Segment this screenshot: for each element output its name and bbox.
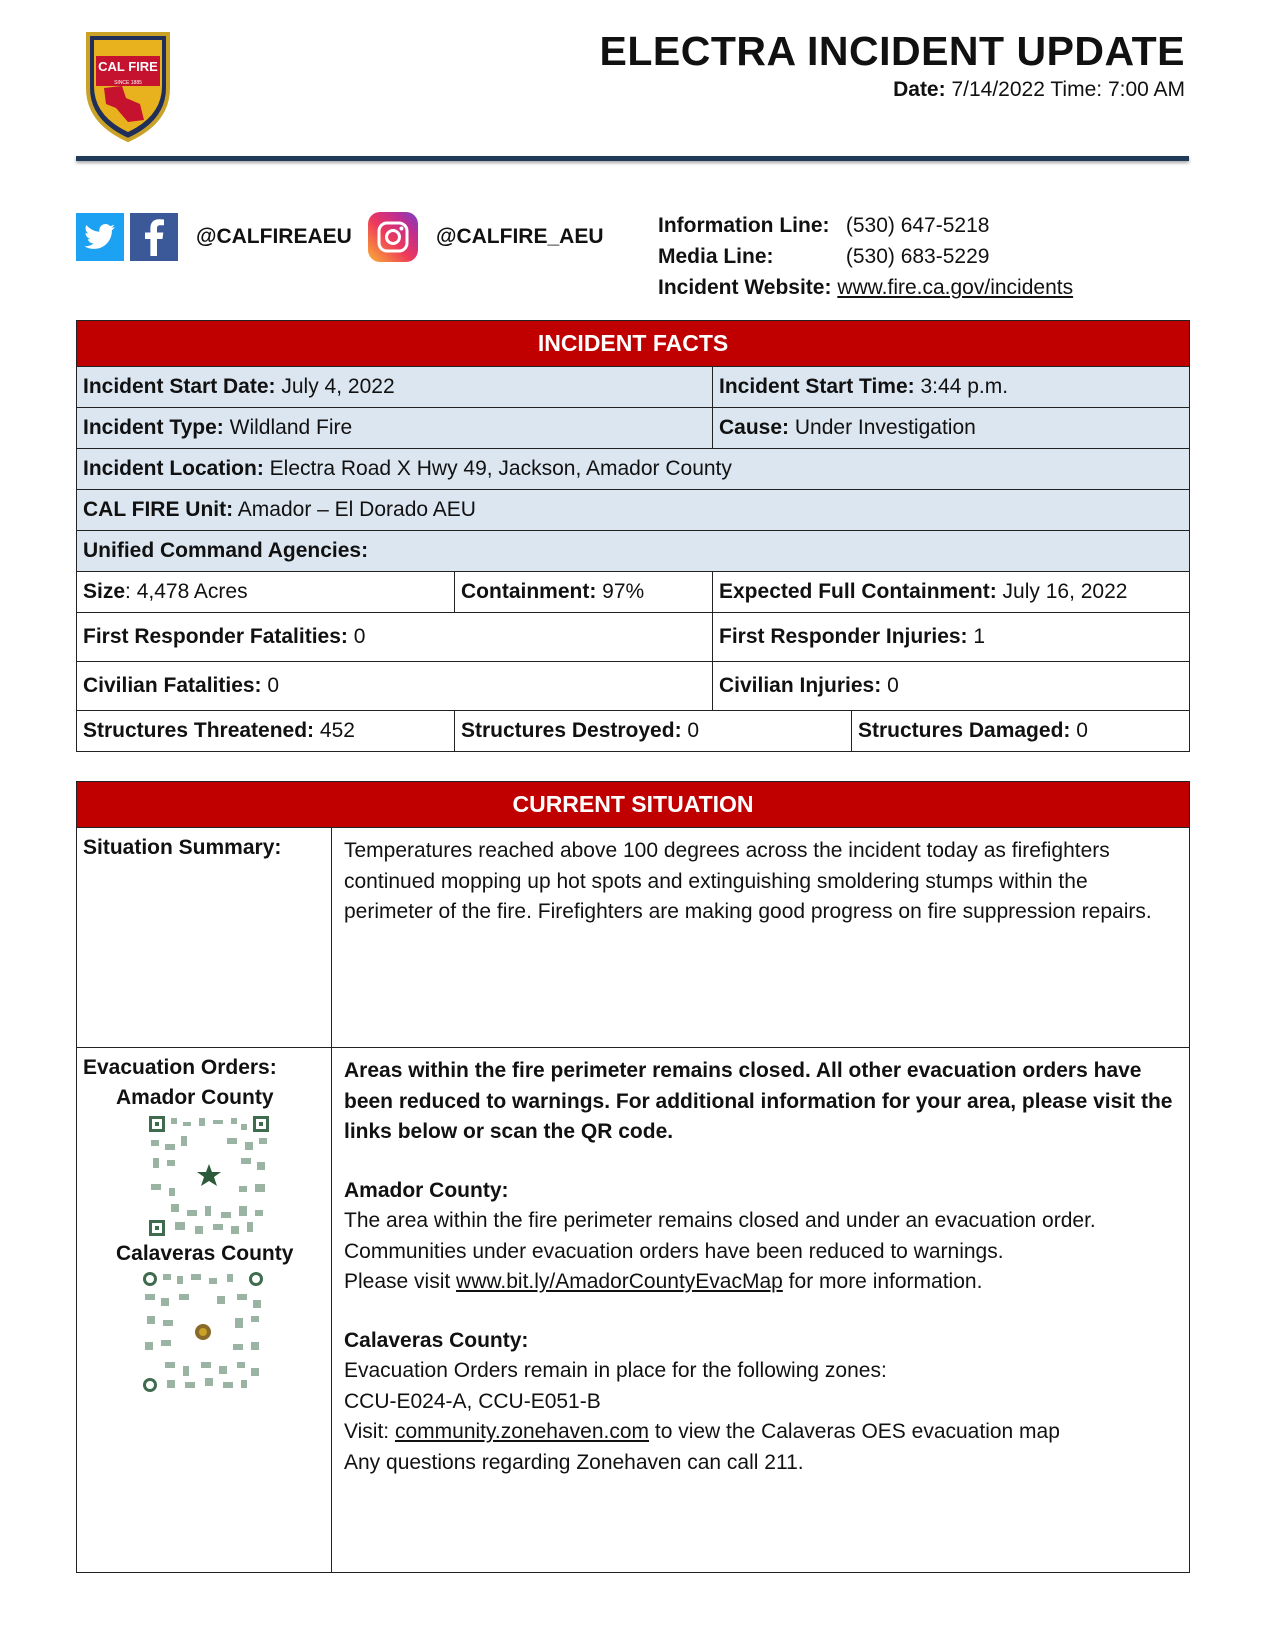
- facebook-icon[interactable]: [130, 213, 178, 261]
- page-title: ELECTRA INCIDENT UPDATE: [599, 28, 1185, 74]
- situation-summary-label: Situation Summary:: [77, 828, 332, 1048]
- svg-text:SINCE 1885: SINCE 1885: [114, 80, 142, 86]
- structures-threatened: Structures Threatened: 452: [77, 711, 455, 752]
- cal-fire-unit: CAL FIRE Unit: Amador – El Dorado AEU: [77, 490, 1190, 531]
- current-situation-heading: CURRENT SITUATION: [77, 782, 1190, 828]
- amador-heading: Amador County:: [344, 1178, 509, 1202]
- incident-cause: Cause: Under Investigation: [713, 408, 1190, 449]
- media-line-label: Media Line:: [658, 245, 774, 268]
- cal-fire-logo: [82, 26, 174, 144]
- first-responder-fatalities: First Responder Fatalities: 0: [77, 613, 713, 662]
- date-time-line: [893, 78, 1185, 102]
- incident-website-link[interactable]: www.fire.ca.gov/incidents: [837, 276, 1074, 299]
- amador-evac-map-link[interactable]: www.bit.ly/AmadorCountyEvacMap: [456, 1270, 783, 1293]
- incident-location: Incident Location: Electra Road X Hwy 49, Jackson, Amador County: [77, 449, 1190, 490]
- incident-facts-heading: INCIDENT FACTS: [77, 321, 1190, 367]
- expected-full-containment: Expected Full Containment: July 16, 2022: [713, 572, 1190, 613]
- calaveras-heading: Calaveras County:: [344, 1328, 529, 1352]
- zonehaven-link[interactable]: community.zonehaven.com: [394, 1420, 650, 1443]
- twitter-icon[interactable]: [76, 213, 124, 261]
- twitter-facebook-handle[interactable]: @CALFIREAEU: [196, 225, 352, 248]
- calaveras-line-1: Evacuation Orders remain in place for the following zones:: [344, 1359, 887, 1382]
- media-line-value: (530) 683-5229: [845, 245, 990, 268]
- structures-destroyed: Structures Destroyed: 0: [455, 711, 852, 752]
- date-label: Date:: [893, 78, 946, 101]
- unified-command-agencies: Unified Command Agencies:: [77, 531, 1190, 572]
- incident-start-time: Incident Start Time: 3:44 p.m.: [713, 367, 1190, 408]
- amador-line-1: The area within the fire perimeter remains closed and under an evacuation order.: [344, 1209, 1096, 1232]
- incident-facts-table: [76, 320, 1190, 752]
- time-label: Time:: [1050, 78, 1103, 101]
- incident-type: Incident Type: Wildland Fire: [77, 408, 713, 449]
- contact-info: [658, 210, 1073, 303]
- incident-website: [658, 272, 1073, 303]
- social-group-2: [368, 213, 604, 261]
- amador-line-2: Communities under evacuation orders have been reduced to warnings.: [344, 1239, 1004, 1263]
- structures-damaged: Structures Damaged: 0: [852, 711, 1190, 752]
- civilian-fatalities: Civilian Fatalities: 0: [77, 662, 713, 711]
- amador-qr-code-icon[interactable]: [147, 1114, 271, 1238]
- amador-county-label: Amador County: [116, 1086, 274, 1109]
- social-group-1: [76, 213, 352, 261]
- evacuation-intro: Areas within the fire perimeter remains closed. All other evacuation orders have been reduced to warnings. For additional information for your area, please visit the links below or scan the QR code.: [344, 1059, 1173, 1143]
- information-line-value: (530) 647-5218: [845, 214, 990, 237]
- instagram-handle[interactable]: @CALFIRE_AEU: [436, 225, 604, 248]
- current-situation-table: [76, 781, 1190, 1573]
- calaveras-county-label: Calaveras County: [116, 1242, 294, 1265]
- situation-summary-text: Temperatures reached above 100 degrees across the incident today as firefighters continued mopping up hot spots and extinguishing smoldering stumps within the perimeter of the fire. Firefighters are making good progress on fire suppression repairs.: [332, 828, 1190, 1048]
- calaveras-zones: CCU-E024-A, CCU-E051-B: [344, 1389, 601, 1413]
- evacuation-orders-cell: [77, 1048, 332, 1573]
- amador-visit-line: Please visit www.bit.ly/AmadorCountyEvacMap for more information.: [344, 1270, 983, 1293]
- media-line: [658, 241, 1073, 272]
- header-divider: [76, 156, 1189, 161]
- evacuation-orders-text: [332, 1048, 1190, 1573]
- calaveras-line-4: Any questions regarding Zonehaven can call 211.: [344, 1450, 804, 1474]
- information-line-label: Information Line:: [658, 214, 830, 237]
- svg-text:CAL FIRE: CAL FIRE: [98, 59, 158, 74]
- containment: Containment: 97%: [455, 572, 713, 613]
- information-line: [658, 210, 1073, 241]
- calaveras-qr-code-icon[interactable]: [141, 1270, 265, 1394]
- incident-start-date: Incident Start Date: July 4, 2022: [77, 367, 713, 408]
- incident-website-label: Incident Website:: [658, 276, 832, 299]
- calaveras-visit-line: Visit: community.zonehaven.com to view the Calaveras OES evacuation map: [344, 1420, 1060, 1443]
- evacuation-orders-label: Evacuation Orders:: [83, 1056, 277, 1079]
- instagram-icon[interactable]: [368, 212, 418, 262]
- first-responder-injuries: First Responder Injuries: 1: [713, 613, 1190, 662]
- civilian-injuries: Civilian Injuries: 0: [713, 662, 1190, 711]
- time-value: 7:00 AM: [1107, 78, 1185, 101]
- date-value: 7/14/2022: [951, 78, 1045, 101]
- fire-size: Size: 4,478 Acres: [77, 572, 455, 613]
